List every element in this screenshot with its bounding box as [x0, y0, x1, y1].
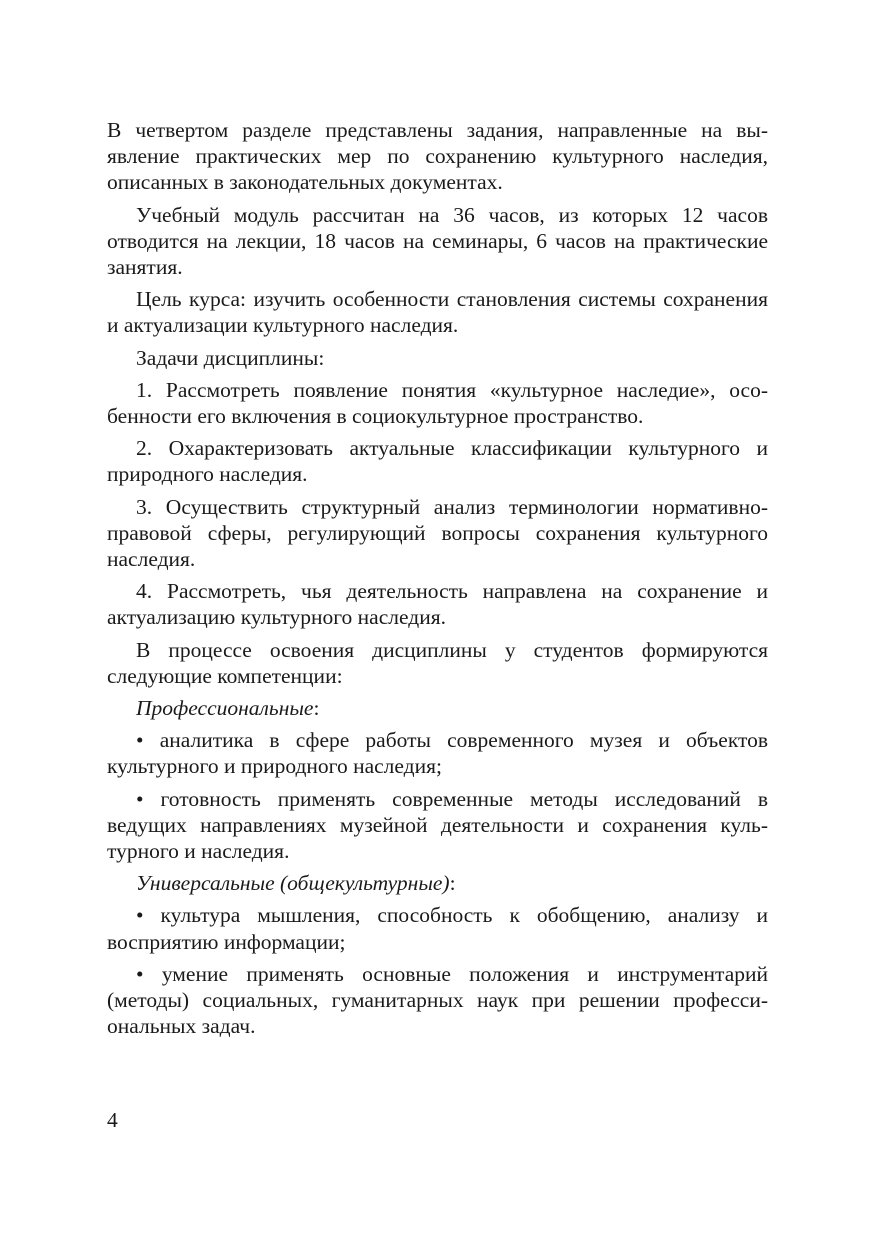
course-goal-paragraph: Цель курса: изучить особенности становления системы сохранения и актуализации культурного наследия.	[107, 287, 768, 338]
page-number: 4	[107, 1108, 118, 1132]
professional-bullet-2	[107, 786, 768, 865]
universal-heading-colon: :	[449, 871, 456, 896]
bullet-icon: •	[136, 786, 144, 811]
task-item-1: 1. Рассмотреть появление понятия «культурное наследие», особенности его включения в социокультурное пространство.	[107, 377, 768, 429]
professional-bullet-2-text: готовность применять современные методы исследований в ведущих направлениях музейной деятельности и сохранения культурного и наследия.	[107, 786, 768, 864]
professional-heading-colon: :	[313, 696, 320, 721]
universal-heading-label: Универсальные (общекультурные)	[136, 871, 450, 896]
intro-paragraph: В четвертом разделе представлены задания, направленные на выявление практических мер по сохранению культурного наследия, описанных в законодательных документах.	[107, 118, 768, 195]
universal-heading	[107, 870, 768, 896]
body-text	[107, 117, 768, 1046]
professional-bullet-1	[107, 727, 768, 779]
universal-bullet-1	[107, 902, 768, 954]
module-hours-paragraph: Учебный модуль рассчитан на 36 часов, из которых 12 часов отводится на лекции, 18 часов на семинары, 6 часов на практические занятия.	[107, 202, 768, 280]
task-item-4: 4. Рассмотреть, чья деятельность направлена на сохранение и актуализацию культурного наследия.	[107, 579, 768, 630]
competences-intro-paragraph: В процессе освоения дисциплины у студентов формируются следующие компетенции:	[107, 637, 768, 688]
bullet-icon: •	[136, 903, 144, 928]
universal-bullet-1-text: культура мышления, способность к обобщению, анализу и восприятию информации;	[107, 903, 768, 954]
task-item-2: 2. Охарактеризовать актуальные классификации культурного и природного наследия.	[107, 436, 768, 487]
universal-bullet-2	[107, 961, 768, 1040]
professional-heading	[107, 695, 768, 721]
professional-heading-label: Профессиональные	[136, 696, 314, 721]
universal-bullet-2-text: умение применять основные положения и инструментарий (методы) социальных, гуманитарных наук при решении профессиональных задач.	[107, 961, 768, 1039]
bullet-icon: •	[136, 728, 144, 753]
tasks-heading: Задачи дисциплины:	[136, 345, 325, 370]
bullet-icon: •	[136, 961, 144, 986]
professional-bullet-1-text: аналитика в сфере работы современного музея и объектов культурного и природного наследия;	[107, 728, 768, 779]
task-item-3: 3. Осуществить структурный анализ терминологии нормативно-правовой сферы, регулирующий вопросы сохранения культурного наследия.	[107, 494, 768, 572]
